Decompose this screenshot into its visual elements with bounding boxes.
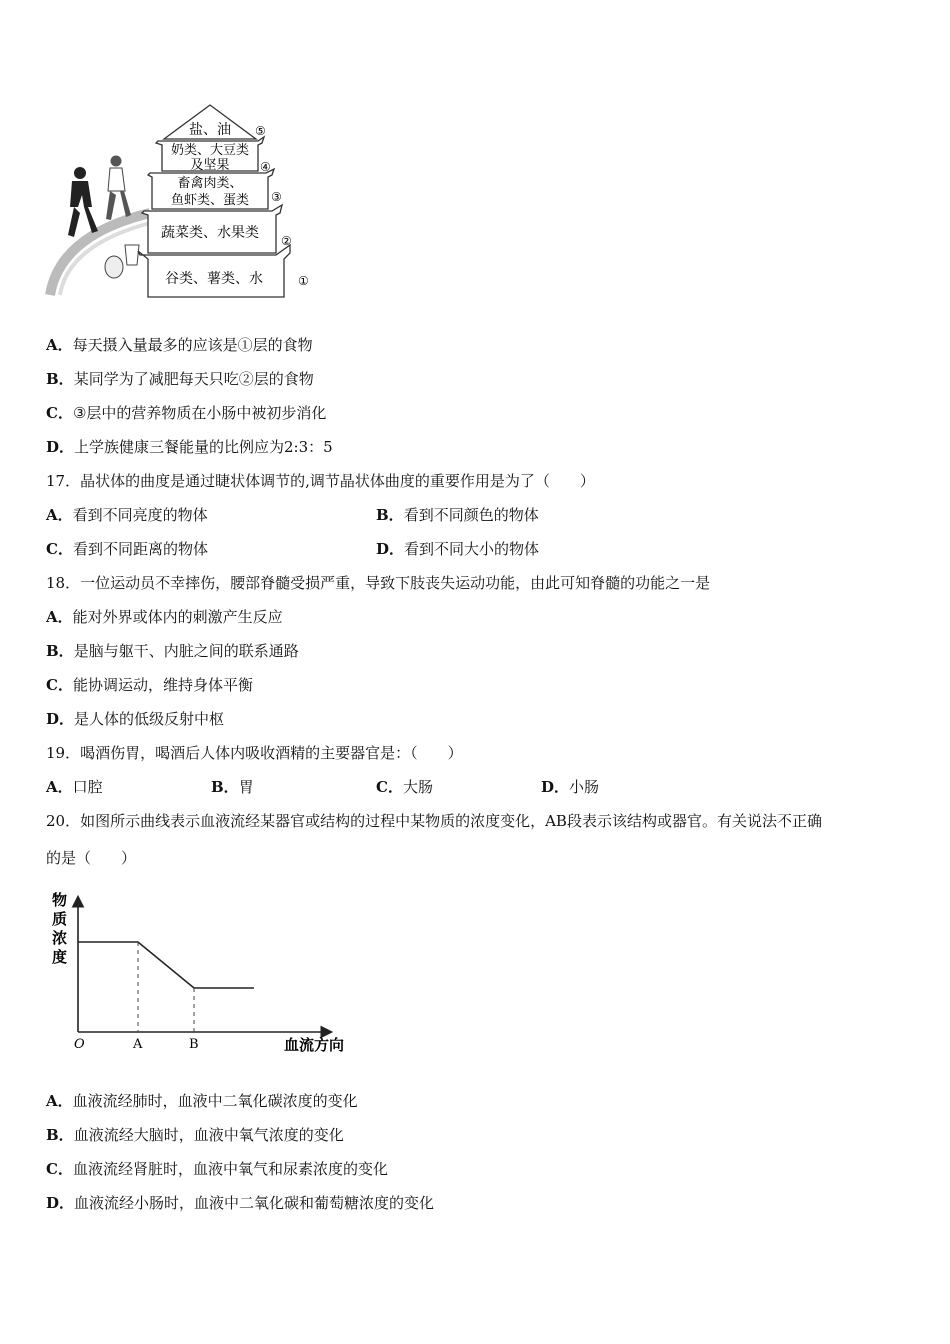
water-mascot-icon [105, 245, 139, 278]
food-pyramid-figure [40, 95, 320, 305]
q18-stem: 18．一位运动员不幸摔伤，腰部脊髓受损严重，导致下肢丧失运动功能，由此可知脊髓的功能之一是 [46, 574, 711, 592]
q16-option-b: B．某同学为了减肥每天只吃②层的食物 [46, 370, 314, 388]
q16-option-a: A．每天摄入量最多的应该是①层的食物 [46, 336, 313, 354]
q20-option-b: B．血液流经大脑时，血液中氧气浓度的变化 [46, 1126, 344, 1144]
runner-male-icon [68, 167, 98, 237]
q20-stem-line-1: 20．如图所示曲线表示血液流经某器官或结构的过程中某物质的浓度变化，AB段表示该结构或器官。有关说法不正确 [46, 812, 822, 830]
svg-text:及坚果: 及坚果 [190, 158, 230, 173]
q20-option-a: A．血液流经肺时，血液中二氧化碳浓度的变化 [46, 1092, 358, 1110]
q18-option-c: C．能协调运动，维持身体平衡 [46, 676, 253, 694]
q17-option-d: D．看到不同大小的物体 [376, 540, 540, 558]
q19-option-c: C．大肠 [376, 778, 433, 796]
q16-option-d: D．上学族健康三餐能量的比例应为2:3：5 [46, 438, 333, 456]
q19-option-a: A．口腔 [46, 778, 103, 796]
pyramid-layer-3 [148, 169, 282, 209]
point-a-label: A [133, 1037, 143, 1052]
q20-concentration-graph [40, 880, 380, 1060]
svg-text:鱼虾类、蛋类: 鱼虾类、蛋类 [170, 193, 250, 208]
q18-option-d: D．是人体的低级反射中枢 [46, 710, 225, 728]
y-label-char-2: 质 [52, 910, 68, 928]
svg-text:④: ④ [260, 160, 271, 174]
svg-text:②: ② [281, 234, 292, 248]
svg-text:③: ③ [271, 190, 282, 204]
q17-stem: 17．晶状体的曲度是通过睫状体调节的,调节晶状体曲度的重要作用是为了（ ） [46, 472, 595, 490]
y-label-char-3: 浓 [52, 929, 68, 947]
q17-option-b: B．看到不同颜色的物体 [376, 506, 539, 524]
q17-option-a: A．看到不同亮度的物体 [46, 506, 208, 524]
svg-text:蔬菜类、水果类: 蔬菜类、水果类 [161, 225, 259, 241]
q19-stem: 19．喝酒伤胃，喝酒后人体内吸收酒精的主要器官是：（ ） [46, 744, 463, 762]
q18-option-a: A．能对外界或体内的刺激产生反应 [46, 608, 283, 626]
svg-text:⑤: ⑤ [255, 124, 266, 138]
svg-text:畜禽肉类、: 畜禽肉类、 [177, 176, 243, 191]
q19-option-b: B．胃 [211, 778, 254, 796]
svg-text:奶类、大豆类: 奶类、大豆类 [170, 143, 250, 158]
q17-option-c: C．看到不同距离的物体 [46, 540, 208, 558]
x-axis-label: 血流方向 [284, 1036, 345, 1054]
pyramid-layer-4 [156, 137, 271, 174]
pyramid-layer-5 [164, 105, 266, 139]
q20-option-d: D．血液流经小肠时，血液中二氧化碳和葡萄糖浓度的变化 [46, 1194, 435, 1212]
svg-text:盐、油: 盐、油 [189, 122, 231, 138]
q16-option-c: C．③层中的营养物质在小肠中被初步消化 [46, 404, 327, 422]
y-label-char-1: 物 [52, 891, 68, 909]
svg-text:①: ① [298, 274, 309, 288]
q19-option-d: D．小肠 [541, 778, 600, 796]
concentration-curve [78, 942, 254, 988]
svg-text:谷类、薯类、水: 谷类、薯类、水 [165, 271, 263, 287]
pyramid-layer-2 [142, 205, 292, 253]
origin-label: O [74, 1037, 85, 1052]
point-b-label: B [189, 1037, 199, 1052]
q20-option-c: C．血液流经肾脏时，血液中氧气和尿素浓度的变化 [46, 1160, 388, 1178]
q20-stem-line-2: 的是（ ） [46, 849, 137, 867]
runner-female-icon [106, 156, 131, 221]
q18-option-b: B．是脑与躯干、内脏之间的联系通路 [46, 642, 299, 660]
y-label-char-4: 度 [52, 948, 68, 966]
